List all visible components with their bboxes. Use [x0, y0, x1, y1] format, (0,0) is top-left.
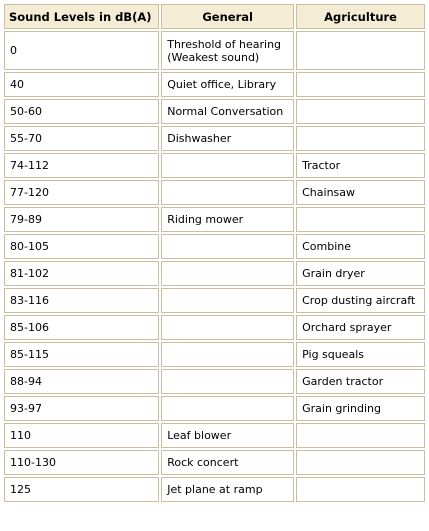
table-row — [4, 99, 425, 124]
agriculture-cell — [296, 31, 425, 70]
table-row — [4, 207, 425, 232]
agriculture-cell: Tractor — [296, 153, 425, 178]
level-cell: 80-105 — [4, 234, 159, 259]
table-row — [4, 342, 425, 367]
general-cell — [161, 396, 294, 421]
table-row — [4, 234, 425, 259]
agriculture-cell — [296, 126, 425, 151]
level-cell: 55-70 — [4, 126, 159, 151]
level-cell: 110 — [4, 423, 159, 448]
agriculture-cell — [296, 423, 425, 448]
table-row — [4, 153, 425, 178]
level-cell: 81-102 — [4, 261, 159, 286]
general-cell — [161, 261, 294, 286]
level-cell: 79-89 — [4, 207, 159, 232]
agriculture-cell — [296, 477, 425, 502]
general-cell: Rock concert — [161, 450, 294, 475]
agriculture-cell — [296, 450, 425, 475]
level-cell: 110-130 — [4, 450, 159, 475]
level-cell: 40 — [4, 72, 159, 97]
table-header — [4, 4, 425, 29]
level-cell: 93-97 — [4, 396, 159, 421]
agriculture-cell: Grain grinding — [296, 396, 425, 421]
general-cell — [161, 369, 294, 394]
header-general: General — [161, 4, 294, 29]
agriculture-cell: Grain dryer — [296, 261, 425, 286]
table-row — [4, 261, 425, 286]
table-row — [4, 126, 425, 151]
general-cell — [161, 288, 294, 313]
header-agriculture: Agriculture — [296, 4, 425, 29]
level-cell: 85-106 — [4, 315, 159, 340]
level-cell: 50-60 — [4, 99, 159, 124]
table-row — [4, 180, 425, 205]
table-row — [4, 31, 425, 70]
table-row — [4, 423, 425, 448]
general-cell — [161, 180, 294, 205]
header-sound-levels: Sound Levels in dB(A) — [4, 4, 159, 29]
level-cell: 0 — [4, 31, 159, 70]
general-cell — [161, 234, 294, 259]
general-cell — [161, 315, 294, 340]
table-row — [4, 72, 425, 97]
general-cell: Jet plane at ramp — [161, 477, 294, 502]
level-cell: 77-120 — [4, 180, 159, 205]
general-cell: Dishwasher — [161, 126, 294, 151]
general-cell — [161, 153, 294, 178]
general-cell — [161, 342, 294, 367]
agriculture-cell — [296, 207, 425, 232]
level-cell: 125 — [4, 477, 159, 502]
table-row — [4, 315, 425, 340]
level-cell: 74-112 — [4, 153, 159, 178]
agriculture-cell: Pig squeals — [296, 342, 425, 367]
general-cell: Normal Conversation — [161, 99, 294, 124]
level-cell: 85-115 — [4, 342, 159, 367]
level-cell: 88-94 — [4, 369, 159, 394]
general-cell: Leaf blower — [161, 423, 294, 448]
table-row — [4, 369, 425, 394]
general-cell: Riding mower — [161, 207, 294, 232]
agriculture-cell: Combine — [296, 234, 425, 259]
table-row — [4, 450, 425, 475]
general-cell: Threshold of hearing (Weakest sound) — [161, 31, 294, 70]
sound-levels-table — [2, 2, 427, 504]
agriculture-cell — [296, 99, 425, 124]
table-body — [4, 31, 425, 502]
agriculture-cell: Orchard sprayer — [296, 315, 425, 340]
agriculture-cell: Chainsaw — [296, 180, 425, 205]
general-cell: Quiet office, Library — [161, 72, 294, 97]
level-cell: 83-116 — [4, 288, 159, 313]
table-row — [4, 396, 425, 421]
agriculture-cell: Garden tractor — [296, 369, 425, 394]
header-row — [4, 4, 425, 29]
agriculture-cell: Crop dusting aircraft — [296, 288, 425, 313]
table-row — [4, 477, 425, 502]
table-row — [4, 288, 425, 313]
agriculture-cell — [296, 72, 425, 97]
